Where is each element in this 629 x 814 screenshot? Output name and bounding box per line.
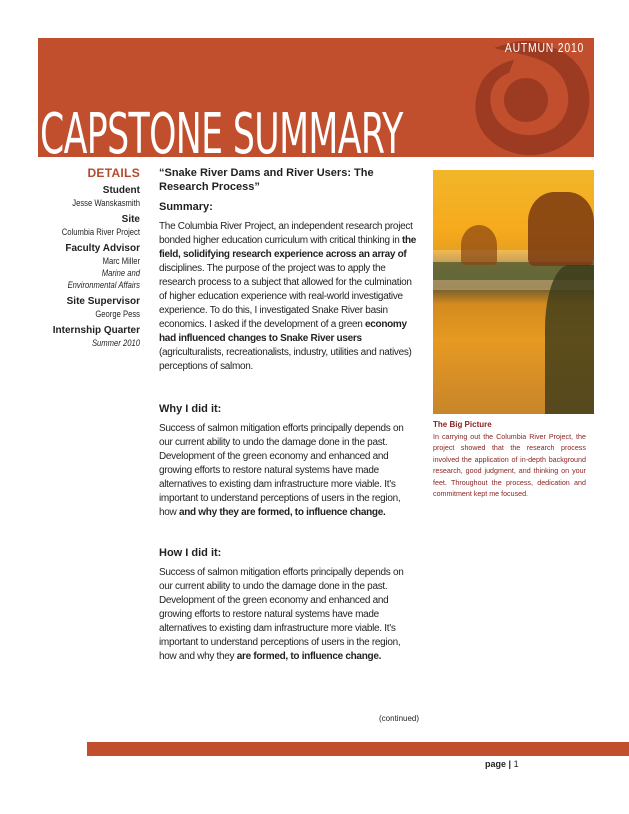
page-number [485,759,519,769]
photo-riverbank [545,265,594,414]
field-label: Site Supervisor [66,296,140,307]
why-section [159,402,417,520]
field-value-dept: Environmental Affairs [67,280,140,290]
body-bold: are formed, to influence change. [236,651,382,662]
river-sunrise-photo [433,170,594,414]
section-body [159,566,417,664]
body-text: Success of salmon mitigation efforts principally depends on our current ability to undo the damage done in the past. Development of the green economy and enhanced and growing efforts to restore natural systems have made alternatives to existing dam infrastructure more viable. It’s important to understand perceptions of users in the region, how [159,423,404,518]
field-value: George Pess [95,309,140,319]
site-supervisor-field [40,295,140,320]
section-heading: How I did it: [159,547,222,559]
photo-caption [433,419,594,500]
field-value: Summer 2010 [91,338,140,348]
photo-tree [461,225,497,265]
continued-note: (continued) [379,714,420,723]
field-value-dept: Marine and [101,268,140,278]
caption-title: The Big Picture [433,420,492,429]
field-value: Columbia River Project [61,227,140,237]
student-field [40,184,140,209]
photo-tree [528,192,594,266]
section-body [159,220,417,374]
body-text: Success of salmon mitigation efforts principally depends on our current ability to undo the damage done in the past. Development of the green economy and enhanced and growing efforts to restore natural systems have made alternatives to existing dam infrastructure more viable. It’s important to understand perceptions of users in the region, how and why they [159,567,404,662]
footer-bar [87,742,629,756]
details-sidebar [40,166,140,353]
faculty-advisor-field [40,242,140,291]
body-bold: economy had influenced changes to Snake River users [159,319,407,344]
field-label: Site [121,214,140,225]
page-label: page [485,759,507,769]
body-text: (agriculturalists, recreationalists, industry, utilities and natives) perceptions of salmon. [159,347,412,372]
project-title: “Snake River Dams and River Users: The Research Process” [159,167,374,193]
how-section [159,546,417,664]
section-body [159,422,417,520]
caption-text: In carrying out the Columbia River Project, the project showed that the research process involved the application of in-depth background research, good judgment, and thinking on your feet. Throughout the process, dedication and commitment kept me focused. [433,431,586,498]
main-content [159,166,417,684]
page-number-value: 1 [513,759,519,769]
summary-section [159,200,417,374]
site-field [40,213,140,238]
body-bold: and why they are formed, to influence change. [178,507,386,518]
page-title: CAPSTONE SUMMARY [40,102,403,157]
internship-quarter-field [40,324,140,349]
body-text: disciplines. The purpose of the project was to apply the research process to a subject that allowed for the culmination of higher education experience with real-world investigative experience. To do this, I investigated Snake River basin economics. I asked if the development of a green [159,263,412,330]
field-label: Student [102,185,140,196]
swirl-logo-icon [454,38,594,157]
field-label: Internship Quarter [52,325,140,336]
field-value: Jesse Wanskasmith [72,198,140,208]
details-heading: DETAILS [87,166,140,180]
field-label: Faculty Advisor [65,243,140,254]
body-bold: the field, solidifying research experience across an array of [159,235,417,260]
page-separator: | [508,759,512,769]
section-heading: Why I did it: [159,403,222,415]
season-label: AUTMUN 2010 [504,40,584,55]
section-heading: Summary: [159,201,213,213]
body-text: The Columbia River Project, an independent research project bonded higher education curriculum with critical thinking in [159,221,413,246]
field-value: Marc Miller [102,256,140,266]
header-banner [38,38,594,157]
